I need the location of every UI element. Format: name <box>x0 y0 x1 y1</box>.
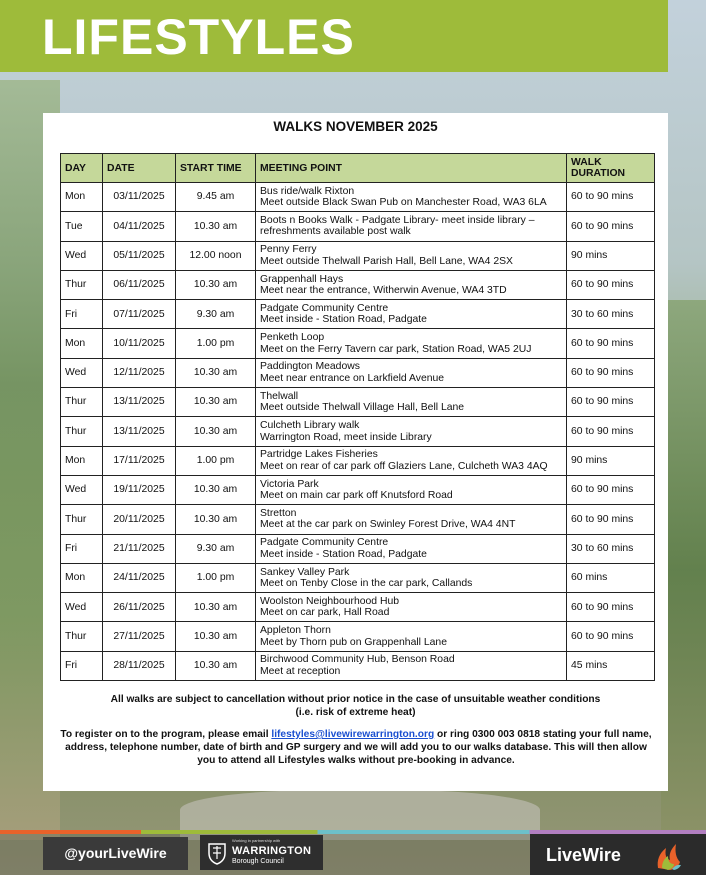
cell-day: Wed <box>61 593 103 622</box>
cell-meeting-point <box>256 212 567 241</box>
meeting-point-detail: Meet on Tenby Close in the car park, Callands <box>260 578 473 589</box>
cell-meeting-point <box>256 417 567 446</box>
meeting-point-name: Birchwood Community Hub, Benson Road <box>260 654 455 666</box>
meeting-point-name: Penketh Loop <box>260 332 325 344</box>
meeting-point-name: Padgate Community Centre <box>260 537 389 549</box>
cell-date: 21/11/2025 <box>103 534 176 563</box>
council-subtitle: Borough Council <box>232 858 284 865</box>
meeting-point-detail: Meet inside - Station Road, Padgate <box>260 314 427 326</box>
cell-day: Thur <box>61 270 103 299</box>
cell-meeting-point <box>256 329 567 358</box>
meeting-point-name: Partridge Lakes Fisheries <box>260 449 378 461</box>
cell-date: 03/11/2025 <box>103 183 176 212</box>
cell-start-time: 10.30 am <box>176 651 256 680</box>
meeting-point-detail: refreshments available post walk <box>260 226 411 238</box>
cell-walk-duration: 60 to 90 mins <box>567 270 655 299</box>
cell-day: Thur <box>61 388 103 417</box>
column-header-start-time: START TIME <box>176 154 256 183</box>
table-row <box>61 593 655 622</box>
cell-walk-duration: 60 to 90 mins <box>567 622 655 651</box>
column-header-date: DATE <box>103 154 176 183</box>
cell-start-time: 12.00 noon <box>176 241 256 270</box>
meeting-point-detail: Warrington Road, meet inside Library <box>260 431 432 443</box>
meeting-point-detail: Meet at the car park on Swinley Forest Drive, WA4 4NT <box>260 519 516 531</box>
table-row <box>61 358 655 387</box>
table-row <box>61 241 655 270</box>
meeting-point-detail: Meet on the Ferry Tavern car park, Station Road, WA5 2UJ <box>260 343 532 355</box>
social-handle: @yourLiveWire <box>43 837 188 870</box>
column-header-meeting-point: MEETING POINT <box>256 154 567 183</box>
meeting-point-detail: Meet inside - Station Road, Padgate <box>260 548 427 560</box>
cell-walk-duration: 60 to 90 mins <box>567 417 655 446</box>
cell-walk-duration: 45 mins <box>567 651 655 680</box>
warrington-council-logo <box>200 835 323 870</box>
weather-notice <box>63 693 648 719</box>
cell-date: 19/11/2025 <box>103 475 176 504</box>
cell-day: Mon <box>61 329 103 358</box>
cell-date: 28/11/2025 <box>103 651 176 680</box>
cell-date: 17/11/2025 <box>103 446 176 475</box>
table-row <box>61 475 655 504</box>
cell-date: 24/11/2025 <box>103 563 176 592</box>
cell-start-time: 9.30 am <box>176 534 256 563</box>
cell-walk-duration: 60 mins <box>567 563 655 592</box>
meeting-point-name: Padgate Community Centre <box>260 302 389 314</box>
table-row <box>61 183 655 212</box>
cell-start-time: 10.30 am <box>176 622 256 651</box>
cell-day: Tue <box>61 212 103 241</box>
cell-walk-duration: 60 to 90 mins <box>567 505 655 534</box>
cell-date: 07/11/2025 <box>103 300 176 329</box>
cell-start-time: 10.30 am <box>176 593 256 622</box>
cell-walk-duration: 60 to 90 mins <box>567 329 655 358</box>
page-title: LIFESTYLES <box>42 9 355 65</box>
table-row <box>61 388 655 417</box>
cell-date: 12/11/2025 <box>103 358 176 387</box>
cell-walk-duration: 90 mins <box>567 241 655 270</box>
meeting-point-name: Sankey Valley Park <box>260 566 350 578</box>
cell-walk-duration: 60 to 90 mins <box>567 183 655 212</box>
cell-date: 27/11/2025 <box>103 622 176 651</box>
cell-walk-duration: 30 to 60 mins <box>567 534 655 563</box>
header-band <box>0 0 668 72</box>
meeting-point-name: Woolston Neighbourhood Hub <box>260 595 400 607</box>
cell-day: Thur <box>61 417 103 446</box>
council-name: WARRINGTON <box>232 845 312 857</box>
cell-start-time: 10.30 am <box>176 475 256 504</box>
cell-start-time: 1.00 pm <box>176 329 256 358</box>
walks-card <box>43 113 668 791</box>
meeting-point-detail: Meet outside Thelwall Village Hall, Bell Lane <box>260 402 465 414</box>
registration-text-after: or ring 0300 003 0818 stating your full name, address, telephone number, date of birth and GP surgery and we will add you to our walks database. This will then allow you to attend all Lifestyles walks without pre-booking in advance. <box>65 729 652 766</box>
cell-meeting-point <box>256 270 567 299</box>
council-crest-icon <box>207 841 227 865</box>
cell-start-time: 1.00 pm <box>176 563 256 592</box>
cell-date: 10/11/2025 <box>103 329 176 358</box>
cell-start-time: 10.30 am <box>176 417 256 446</box>
cell-date: 05/11/2025 <box>103 241 176 270</box>
table-row <box>61 417 655 446</box>
meeting-point-detail: Meet outside Thelwall Parish Hall, Bell Lane, WA4 2SX <box>260 255 513 267</box>
cell-meeting-point <box>256 446 567 475</box>
weather-notice-line-2: (i.e. risk of extreme heat) <box>295 707 416 718</box>
cell-date: 13/11/2025 <box>103 388 176 417</box>
table-row <box>61 212 655 241</box>
registration-text-before: To register on to the program, please email <box>60 729 272 740</box>
meeting-point-detail: Meet near entrance on Larkfield Avenue <box>260 372 445 384</box>
cell-meeting-point <box>256 183 567 212</box>
table-row <box>61 505 655 534</box>
meeting-point-detail: Meet near the entrance, Witherwin Avenue, WA4 3TD <box>260 285 507 297</box>
meeting-point-name: Victoria Park <box>260 478 319 490</box>
meeting-point-name: Thelwall <box>260 390 299 402</box>
cell-start-time: 10.30 am <box>176 358 256 387</box>
cell-start-time: 1.00 pm <box>176 446 256 475</box>
registration-info <box>55 728 657 767</box>
cell-day: Mon <box>61 183 103 212</box>
weather-notice-line-1: All walks are subject to cancellation without prior notice in the case of unsuitable weather conditions <box>110 694 601 705</box>
cell-walk-duration: 60 to 90 mins <box>567 212 655 241</box>
cell-day: Wed <box>61 475 103 504</box>
meeting-point-name: Culcheth Library walk <box>260 420 360 432</box>
email-link[interactable]: lifestyles@livewirewarrington.org <box>271 729 435 740</box>
cell-walk-duration: 60 to 90 mins <box>567 358 655 387</box>
cell-meeting-point <box>256 358 567 387</box>
column-header-day: DAY <box>61 154 103 183</box>
cell-day: Wed <box>61 358 103 387</box>
walks-table-body <box>61 183 655 681</box>
cell-day: Wed <box>61 241 103 270</box>
table-row <box>61 534 655 563</box>
cell-walk-duration: 60 to 90 mins <box>567 475 655 504</box>
flame-icon <box>652 838 686 872</box>
cell-date: 06/11/2025 <box>103 270 176 299</box>
walks-table <box>60 153 655 681</box>
cell-start-time: 10.30 am <box>176 505 256 534</box>
cell-walk-duration: 60 to 90 mins <box>567 388 655 417</box>
table-row <box>61 300 655 329</box>
table-row <box>61 329 655 358</box>
cell-day: Fri <box>61 300 103 329</box>
cell-meeting-point <box>256 534 567 563</box>
livewire-logo <box>530 834 706 875</box>
cell-meeting-point <box>256 651 567 680</box>
cell-start-time: 10.30 am <box>176 212 256 241</box>
cell-walk-duration: 30 to 60 mins <box>567 300 655 329</box>
cell-day: Fri <box>61 534 103 563</box>
cell-start-time: 10.30 am <box>176 270 256 299</box>
meeting-point-detail: Meet on car park, Hall Road <box>260 607 390 619</box>
cell-day: Mon <box>61 563 103 592</box>
table-row <box>61 270 655 299</box>
meeting-point-detail: Meet outside Black Swan Pub on Manchester Road, WA3 6LA <box>260 197 547 209</box>
cell-day: Mon <box>61 446 103 475</box>
cell-date: 20/11/2025 <box>103 505 176 534</box>
cell-walk-duration: 60 to 90 mins <box>567 593 655 622</box>
council-partnership-text: Working in partnership with <box>232 838 281 843</box>
cell-meeting-point <box>256 593 567 622</box>
meeting-point-name: Stretton <box>260 507 297 519</box>
cell-meeting-point <box>256 241 567 270</box>
meeting-point-name: Grappenhall Hays <box>260 273 344 285</box>
meeting-point-name: Paddington Meadows <box>260 361 360 373</box>
cell-day: Thur <box>61 505 103 534</box>
cell-start-time: 10.30 am <box>176 388 256 417</box>
cell-day: Fri <box>61 651 103 680</box>
cell-day: Thur <box>61 622 103 651</box>
meeting-point-detail: Meet on rear of car park off Glaziers Lane, Culcheth WA3 4AQ <box>260 460 548 472</box>
cell-start-time: 9.30 am <box>176 300 256 329</box>
cell-walk-duration: 90 mins <box>567 446 655 475</box>
cell-date: 26/11/2025 <box>103 593 176 622</box>
walks-title: WALKS NOVEMBER 2025 <box>273 119 438 134</box>
table-row <box>61 446 655 475</box>
cell-meeting-point <box>256 388 567 417</box>
cell-meeting-point <box>256 505 567 534</box>
meeting-point-detail: Meet on main car park off Knutsford Road <box>260 490 453 502</box>
cell-meeting-point <box>256 300 567 329</box>
meeting-point-detail: Meet at reception <box>260 665 341 677</box>
table-row <box>61 563 655 592</box>
cell-date: 13/11/2025 <box>103 417 176 446</box>
meeting-point-name: Penny Ferry <box>260 244 317 256</box>
table-row <box>61 622 655 651</box>
meeting-point-name: Bus ride/walk Rixton <box>260 185 355 197</box>
meeting-point-name: Appleton Thorn <box>260 625 331 637</box>
brand-name: LiveWire <box>546 845 621 865</box>
column-header-walk-duration: WALK DURATION <box>567 154 655 183</box>
cell-meeting-point <box>256 622 567 651</box>
table-row <box>61 651 655 680</box>
cell-start-time: 9.45 am <box>176 183 256 212</box>
table-header-row <box>61 154 655 183</box>
cell-meeting-point <box>256 475 567 504</box>
meeting-point-name: Boots n Books Walk - Padgate Library- meet inside library – <box>260 214 535 226</box>
cell-date: 04/11/2025 <box>103 212 176 241</box>
meeting-point-detail: Meet by Thorn pub on Grappenhall Lane <box>260 636 447 648</box>
cell-meeting-point <box>256 563 567 592</box>
